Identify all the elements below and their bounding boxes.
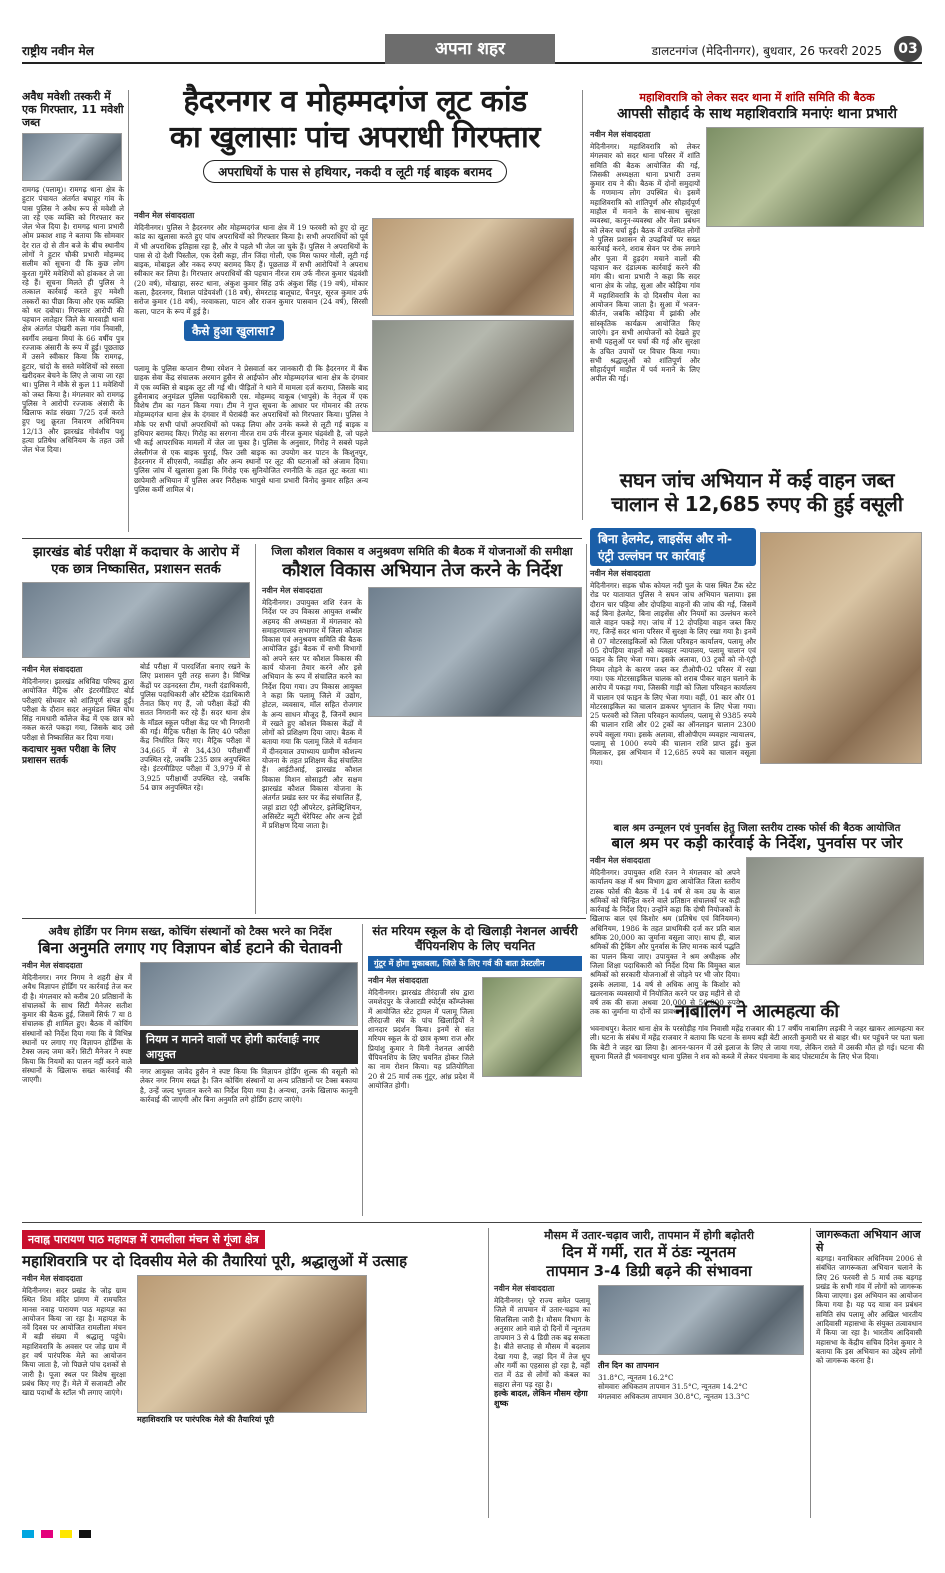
temp-reading-1: 31.8°C, न्यूनतम 16.2°C: [598, 1373, 674, 1382]
swatch-cyan: [22, 1530, 34, 1538]
story-awareness: [816, 1228, 922, 1518]
story-kicker: बाल श्रम उन्मूलन एवं पुनर्वास हेतु जिला स्तरीय टास्क फोर्स की बैठक आयोजित: [613, 823, 901, 834]
temp-reading-2: सोमवारः अधिकतम तापमान 31.5°C, न्यूनतम 14.2°C: [598, 1382, 748, 1392]
story-weather: [494, 1228, 804, 1518]
story-body: मेदिनीनगर। पुलिस ने हैदरनगर और मोहम्मदगंज थाना क्षेत्र में 19 फरवरी को हुए दो लूट कांड का खुलासा करते हुए पांच अपराधियों को गिरफ्तार किया है। सभी अपराधियों को पूर्व में भी अपराधिक इतिहास रहा है, और वे पहले भी जेल जा चुके हैं। पुलिस ने अपराधियों के पास से दो देशी पिस्तौल, एक देसी कट्टा, तीन जिंदा गोली, एक मिस फायर गोली, लूटी गई बाइक, मोबाइल और नकद रुपए बरामद किए हैं। पूछताछ में सभी आरोपियों ने अपराध स्वीकार कर लिया है। गिरफ्तार अपराधियों की पहचान नीरज राम उर्फ नीरज कुमार चंद्रवंशी (20 वर्ष), मोखाहा, सरुट थाना, अंकुश कुमार सिंह उर्फ अंकुश सिंह (19 वर्ष), मोकार कला, हैदरनगर, विशाल पांडेयवंशी (18 वर्ष), सेमरटाड़ बालूघाट, चैनपुर, सूरज कुमार उर्फ सरोज कुमार (18 वर्ष), नरवाकला, पाटन और राजन कुमार पासवान (24 वर्ष), सिरसी कला, पाटन के रूप में हुई है।: [134, 223, 368, 316]
story-robbery-body: [134, 208, 368, 358]
byline: नवीन मेल संवाददाता: [22, 1274, 83, 1283]
story-vehicle-head: [590, 468, 924, 524]
weather-sub-1: हल्के बादल, लेकिन मौसम रहेगा शुष्क: [494, 1388, 588, 1408]
story-body: मेदिनीनगर। उपायुक्त शशि रंजन के निर्देश पर उप विकास आयुक्त शब्बीर अहमद की अध्यक्षता में मंगलवार को समाहरणालय सभागार में जिला कौशल विकास एवं अनुश्रवण समिति की बैठक आयोजित हुई। बैठक में सभी विभागों को अपने स्तर पर कौशल विकास की कार्य योजना तैयार करने और इसे अभियान के रूप में संचालित करने का निर्देश दिया गया। उप विकास आयुक्त ने कहा कि पलामू जिले में उद्योग, होटल, व्यवसाय, मॉल सहित रोजगार के अन्य साधन मौजूद हैं, जिनमें स्थान में रखते हुए कौशल विकास केंद्रों में लोगों को प्रशिक्षण दिया जाए। बैठक में बताया गया कि पलामू जिले में वर्तमान में दीनदयाल उपाध्याय ग्रामीण कौशल्य योजना के तहत प्रशिक्षण केंद्र संचालित हैं। आईटीआई, झारखंड कौशल विकास मिशन सोसाइटी और सक्षम झारखंड कौशल विकास योजना के अंतर्गत प्रखंड स्तर पर केंद्र संचालित हैं, जहां डाटा एंट्री ऑपरेटर, इलेक्ट्रिशियन, असिस्टेंट ब्यूटी थेरेपिस्ट और अन्य ट्रेडों में प्रशिक्षण दिया जाता है।: [262, 598, 362, 831]
story-headline: नाबालिग ने आत्महत्या की: [675, 1001, 839, 1022]
tag-line-1: बिना हेलमेट, लाइसेंस और नो-: [598, 532, 733, 546]
story-tagline: गुंटूर में होगा मुकाबला, जिले के लिए गर्व की बातः प्रेस्टलीन: [368, 956, 582, 971]
fair-preparation-photo: [137, 1275, 367, 1413]
story-mahashivratri-peace: [590, 90, 924, 450]
paper-name: राष्ट्रीय नवीन मेल: [22, 44, 94, 58]
story-headline: जागरूकता अभियान आज से: [816, 1228, 921, 1254]
story-body: मेदिनीनगर। सड़क चौक कोयल नदी पुल के पास स्थित टैंक स्टेट रोड पर यातायात पुलिस ने सघन जांच अभियान चलाया। इस दौरान चार पहिया और दोपहिया वाहनों की जांच की गई, जिसमें कई बिना हेलमेट, बिना लाइसेंस और नियमों का उल्लंघन करने वाले वाहन पकड़े गए। जांच में 12 दोपहिया वाहन जब्त किए गए, जिन्हें सदर थाना परिसर में सुरक्षा के लिए रखा गया है। इनमें से 07 मोटरसाइकिलों को जिला परिवहन कार्यालय, पलामू और 05 दोपहिया वाहनों को व्यवहार न्यायालय, पलामू चालान एवं फाइन के लिए भेजा गया। इसके अलावा, 03 ट्रकों को नो-एंट्री नियम तोड़ने के कारण जब्त कर टीओपी-02 परिसर में रखा गया। एक मोटरसाइकिल चालक को शराब पीकर वाहन चलाने के आरोप में पकड़ा गया, जिसकी गाड़ी को जिला परिवहन कार्यालय में चालान एवं फाइन के लिए भेजा गया। वहीं, 01 कार और 01 मोटरसाइकिल का चालान डाकघर भुगतान के लिए भेजा गया। 25 फरवरी को जिला परिवहन कार्यालय, पलामू से 9385 रुपये की चालान राशि और 02 ट्रकों का ऑनलाइन चालान 2300 रुपये वसूला गया। इसके अलावा, सीओपीएम व्यवहार न्यायालय, पलामू से 1000 रुपये की चालान राशि प्राप्त हुई। कुल मिलाकर, इस अभियान में 12,685 रुपये का चालान वसूला गया।: [590, 581, 756, 767]
story-hoarding: [22, 924, 358, 1214]
story-cattle: [22, 90, 124, 530]
story-headline: संत मरियम स्कूल के दो खिलाड़ी नेशनल आर्चरी चैंपियनशिप के लिए चयनित: [372, 924, 578, 953]
story-kicker: नवाह्न पारायण पाठ महायज्ञ में रामलीला मंचन से गूंजा क्षेत्र: [22, 1230, 265, 1249]
byline: नवीन मेल संवाददाता: [134, 211, 195, 220]
story-headline: आपसी सौहार्द के साथ महाशिवरात्रि मनाएंः थाना प्रभारी: [617, 106, 897, 122]
box-title: कदाचार मुक्त परीक्षा के लिए प्रशासन सतर्क: [22, 745, 116, 767]
story-kicker: जिला कौशल विकास व अनुश्रवण समिति की बैठक में योजनाओं की समीक्षा: [271, 545, 573, 558]
story-vehicle-body: [590, 528, 756, 814]
story-suicide: [590, 1000, 924, 1104]
dateline: डालटनगंज (मेदिनीनगर), बुधवार, 26 फरवरी 2025: [651, 44, 882, 58]
byline: नवीन मेल संवाददाता: [262, 586, 323, 595]
story-body: भवनाथपुर। केतार थाना क्षेत्र के परसोड़ीह गांव निवासी महेंद्र राजवार की 17 वर्षीय नाबालिग लड़की ने जहर खाकर आत्महत्या कर ली। घटना के संबंध में महेंद्र राजवार ने बताया कि घटना के समय बड़ी बेटी आरती कुमारी घर से बाहर थी। घर पहुंचने पर पता चला कि बेटी ने जहर खा लिया है। आनन-फानन में उसे इलाज के लिए ले जाया गया, लेकिन रास्ते में उसकी मौत हो गई। घटना की सूचना मिलते ही भवनाथपुर थाना पुलिस ने शव को कब्जे में लेकर पंचनामा के बाद पोस्टमार्टम के लिए भेज दिया।: [590, 1024, 924, 1061]
page-number: 03: [894, 36, 922, 62]
story-body: मेदिनीनगर। नगर निगम ने शहरी क्षेत्र में अवैध विज्ञापन होर्डिंग पर कार्रवाई तेज कर दी है। मंगलवार को करीब 20 प्रतिष्ठानों के संचालकों के साथ सिटी मैनेजर सतीश कुमार की बैठक हुई, जिसमें सिर्फ 7 या 8 संचालक ही शामिल हुए। बैठक में कोचिंग संस्थानों को निर्देश दिया गया कि वे विभिन्न स्थानों पर लगाए गए विज्ञापन होर्डिंग्स के टैक्स जल्द जमा करें। सिटी मैनेजर ने स्पष्ट किया कि नियमों का पालन नहीं करने वाले संस्थानों के खिलाफ सख्त कार्रवाई की जाएगी।: [22, 973, 132, 1085]
story-kicker: महाशिवरात्रि को लेकर सदर थाना में शांति समिति की बैठक: [639, 91, 875, 104]
lead-headline-line2: का खुलासाः पांच अपराधी गिरफ्तार: [169, 120, 541, 155]
byline: नवीन मेल संवाददाता: [590, 856, 651, 865]
exam-centre-photo: [22, 582, 250, 658]
weather-photo: [598, 1285, 804, 1355]
story-fair: [22, 1228, 482, 1518]
story-headline-line2: तापमान 3-4 डिग्री बढ़ने की संभावना: [546, 1262, 752, 1280]
cattle-photo: [22, 133, 122, 181]
story-headline: झारखंड बोर्ड परीक्षा में कदाचार के आरोप में एक छात्र निष्कासित, प्रशासन सतर्क: [32, 545, 240, 577]
story-kicker: अवैध होर्डिंग पर निगम सख्त, कोचिंग संस्थानों को टैक्स भरने का निर्देश: [48, 925, 332, 938]
story-robbery-head: [134, 84, 576, 204]
archery-players-photo: [482, 977, 582, 1077]
seized-items-photo: [372, 320, 574, 432]
byline: नवीन मेल संवाददाता: [494, 1284, 555, 1293]
story-skill: [262, 544, 582, 914]
story-body: रामगढ़ (पलामू)। रामगढ़ थाना क्षेत्र के हुटार पंचायत अंतर्गत बघाहूर गांव के पास पुलिस ने अवैध रूप से मवेशी ले जा रहे एक व्यक्ति को गिरफ्तार कर जेल भेज दिया है। रामगढ़ थाना प्रभारी ओम प्रकाश शाह ने बताया कि सोमवार देर रात दो से तीन बजे के बीच स्थानीय लोगों ने हुटार चौकी प्रभारी मोहम्मद सलीम को सूचना दी कि कुछ लोग कुरता गुमेरे मवेशियों को हांककर ले जा रहे हैं। सूचना मिलते ही पुलिस ने तत्काल कार्रवाई करते हुए मवेशी तस्करों का पीछा किया और एक व्यक्ति को धर दबोचा। गिरफ्तार आरोपी की पहचान लातेहार जिले के मारवाड़ी थाना क्षेत्र अंतर्गत पोखरी कला गांव निवासी, स्वर्गीय लखना मियां के 66 वर्षीय पुत्र रज्जाक अंसारी के रूप में हुई। पूछताछ में उसने स्वीकार किया कि रामगढ़, हुटार, चांदो के सस्ते मवेशियों को सस्ता खरीदकर बेचने के लिए ले जाया जा रहा था। पुलिस ने मौके से कुल 11 मवेशियों को जब्त किया है। मंगलवार को रामगढ़ पुलिस ने आरोपी रज्जाक अंसारी के खिलाफ कांड संख्या 7/25 दर्ज करते हुए पशु क्रूरता निवारण अधिनियम 12/13 और झारखंड गोवंशीय पशु हत्या प्रतिषेध अधिनियम के तहत उसे जेल भेज दिया।: [22, 185, 124, 455]
story-robbery-body2: [134, 364, 368, 532]
story-body-2: बोर्ड परीक्षा में पारदर्शिता बनाए रखने के लिए प्रशासन पूरी तरह सजग है। विभिन्न केंद्रों पर उड़नदस्ता टीम, गश्ती दंडाधिकारी, पुलिस पदाधिकारी और स्टैटिक दंडाधिकारी तैनात किए गए हैं, जो परीक्षा केंद्रों की सतत निगरानी कर रहे हैं। सदर थाना क्षेत्र के मॉडल स्कूल परीक्षा केंद्र पर भी निगरानी की गई। मैट्रिक परीक्षा के लिए 40 परीक्षा केंद्र निर्धारित किए गए। मैट्रिक परीक्षा में 34,665 में से 34,430 परीक्षार्थी उपस्थित रहे, जबकि 235 छात्र अनुपस्थित रहे। इंटरमीडिएट परीक्षा में 3,979 में से 3,925 परीक्षार्थी उपस्थित रहे, जबकि 54 छात्र अनुपस्थित रहे।: [140, 662, 250, 792]
swatch-black: [79, 1530, 91, 1538]
story-body: मेदिनीनगर। झारखंड अधिविद्य परिषद द्वारा आयोजित मैट्रिक और इंटरमीडिएट बोर्ड परीक्षाएं सोमवार को शांतिपूर्ण संपन्न हुईं। परीक्षा के दौरान सदर अनुमंडल स्थित योध सिंह नामधारी कॉलेज केंद्र में एक छात्र को नकल करते पकड़ा गया, जिसके बाद उसे परीक्षा से निष्कासित कर दिया गया।: [22, 677, 134, 742]
story-headline: बिना अनुमति लगाए गए विज्ञापन बोर्ड हटाने की चेतावनी: [38, 939, 342, 957]
box-title: नियम न मानने वालों पर होगी कार्रवाईः नगर आयुक्त: [140, 1030, 358, 1064]
story-body: मेदिनीनगर। उपायुक्त शशि रंजन ने मंगलवार को अपने कार्यालय कक्ष में श्रम विभाग द्वारा आयोजित जिला स्तरीय टास्क फोर्स की बैठक में 14 वर्ष से कम उम्र के बाल श्रमिकों को चिन्हित करने वाले प्रतिष्ठान संचालकों पर कड़ी कार्रवाई के निर्देश दिए। उन्होंने कहा कि दोषी नियोजकों के खिलाफ बाल एवं किशोर श्रम (प्रतिषेध एवं विनियमन) अधिनियम, 1986 के तहत प्राथमिकी दर्ज कर प्रति बाल श्रमिक 20,000 का जुर्माना वसूला जाए। साथ ही, बाल श्रमिकों की ट्रैकिंग और पुनर्वास के लिए मानक कार्य पद्धति का पालन किया जाए। उपायुक्त ने श्रम अधीक्षक और जिला शिक्षा पदाधिकारी को निर्देश दिया कि विमुक्त बाल श्रमिकों को सरकारी योजनाओं से जोड़ने पर भी जोर दिया। इसके अलावा, 14 वर्ष से अधिक आयु के किशोर को खतरनाक व्यवसायों में नियोजित करने पर छह महीने से दो वर्ष तक की सजा अथवा 20,000 से 50,000 रुपये तक का जुर्माना या दोनों का प्रावधान है।: [590, 868, 740, 1017]
story-headline-line1: दिन में गर्मी, रात में ठंडः न्यूनतम: [562, 1243, 736, 1261]
photo-caption: महाशिवरात्रि पर पारंपरिक मेले की तैयारियां पूरी: [137, 1415, 274, 1424]
story-kicker: मौसम में उतार-चढ़ाव जारी, तापमान में होगी बढ़ोतरी: [544, 1229, 754, 1242]
byline: नवीन मेल संवाददाता: [590, 569, 651, 578]
weather-sub-2: तीन दिन का तापमान: [598, 1361, 659, 1370]
swatch-yellow: [60, 1530, 72, 1538]
skill-meeting-photo: [368, 587, 582, 717]
story-body: मेदिनीनगर। महाशिवरात्रि को लेकर मंगलवार को सदर थाना परिसर में शांति समिति की बैठक आयोजित की गई, जिसकी अध्यक्षता थाना प्रभारी उत्तम कुमार राय ने की। बैठक में दोनों समुदायों के गणमान्य लोग उपस्थित थे। इसमें महाशिवरात्रि को शांतिपूर्ण और सौहार्दपूर्ण माहौल में मनाने के साथ-साथ सुरक्षा व्यवस्था, कानून-व्यवस्था और मेला प्रबंधन को लेकर चर्चा हुई। बैठक में उपस्थित लोगों ने पुलिस प्रशासन से उपद्रवियों पर सख्त कार्रवाई करने, शराब सेवन पर रोक लगाने और पूजा में हुड़दंग मचाने वालों की पहचान कर दंडात्मक कार्रवाई करने की मांग की। थाना प्रभारी ने कहा कि सदर थाना क्षेत्र के जोड़, सुआ और कौड़िया गांव में महाशिवरात्रि के दो दिवसीय मेला का आयोजन किया जाता है। सुआ में भजन-कीर्तन, जबकि कौड़िया में झांकी और सांस्कृतिक कार्यक्रम आयोजित किए जाएंगे। इन सभी आयोजनों को देखते हुए सभी पहलुओं पर चर्चा की गई और सुरक्षा के उचित उपायों पर विचार किया गया। सभी श्रद्धालुओं को शांतिपूर्ण और सौहार्दपूर्ण माहौल में पर्व मनाने के लिए अपील की गई।: [590, 142, 700, 384]
section-title: अपना शहर: [385, 34, 555, 64]
lead-subhead: अपराधियों के पास से हथियार, नकदी व लूटी गई बाइक बरामद: [203, 160, 507, 183]
story-headline-line1: सघन जांच अभियान में कई वाहन जब्त: [619, 468, 895, 492]
robbery-arrest-photo: [372, 218, 574, 316]
story-exam: [22, 544, 250, 914]
byline: नवीन मेल संवाददाता: [590, 130, 651, 139]
temp-reading-3: मंगलवारः अधिकतम तापमान 30.8°C, न्यूनतम 13.3°C: [598, 1391, 750, 1401]
byline: नवीन मेल संवाददाता: [368, 976, 429, 985]
swatch-magenta: [41, 1530, 53, 1538]
tag-line-2: एंट्री उल्लंघन पर कार्रवाई: [598, 549, 705, 563]
story-headline: अवैध मवेशी तस्करी में एक गिरफ्तार, 11 मवेशी जब्त: [22, 90, 124, 129]
lead-subhead-2: कैसे हुआ खुलासा?: [184, 320, 284, 341]
story-headline: कौशल विकास अभियान तेज करने के निर्देश: [282, 560, 562, 581]
child-labour-meeting-photo: [746, 857, 924, 965]
story-body: मेदिनीनगर। सदर प्रखंड के जोड़ ग्राम स्थित शिव मंदिर प्रांगण में रामचरित मानस नवाह पारायण पाठ महायज्ञ का आयोजन किया जा रहा है। महायज्ञ के नवें दिवस पर आयोजित रामलीला मंचन में बड़ी संख्या में श्रद्धालु पहुंचे। महाशिवरात्रि के अवसर पर जोड़ ग्राम में हर वर्ष पारंपरिक मेले का आयोजन किया जाता है, जो पिछले पांच दशकों से जारी है। पूजा स्थल पर विशेष सुरक्षा प्रबंध किए गए हैं। मेले में सजावटी और खाद्य पदार्थों के स्टॉल भी लगाए जाएंगे।: [22, 1286, 126, 1398]
byline: नवीन मेल संवाददाता: [22, 961, 83, 970]
story-headline-line2: चालान से 12,685 रुपए की हुई वसूली: [611, 492, 903, 516]
story-body-2: पलामू के पुलिस कप्तान रीष्मा रमेशन ने प्रेसवार्ता कर जानकारी दी कि हैदरनगर में बैंक ग्राहक सेवा केंद्र संचालक अरमान हुसैन से आईफोन और मोहम्मदगंज थाना क्षेत्र के दंगवार में एक व्यक्ति से बाइक लूट ली गई थी। पीड़ितों ने थाने में मामला दर्ज कराया, जिसके बाद हुसैनाबाद अनुमंडल पुलिस पदाधिकारी एस. मोहम्मद याकूब (भापुसे) के नेतृत्व में एक विशेष टीम का गठन किया गया। टीम ने गुप्त सूचना के आधार पर गोमनार की तरफ मोहम्मदगंज थाना क्षेत्र के दंगवार में घेराबंदी कर अपराधियों को गिरफ्तार किया। पुलिस ने मौके पर सभी पांचों अपराधियों को पकड़ लिया और उनके कब्जे से लूटी गई बाइक व हथियार बरामद किए। गिरोह का सरगना नीरज राम उर्फ नीरज कुमार चंद्रवंशी है, जो पहले भी कई आपराधिक मामलों में जेल जा चुका है। पुलिस के अनुसार, गिरोह ने सबसे पहले लेस्लीगंज से एक बाइक चुराई, फिर उसी बाइक का उपयोग कर पाटन के किशुनपुर, हैदरनगर में सीएसपी, नवडीहा और अन्य स्थानों पर लूट की घटनाओं को अंजाम दिया। पुलिस जांच में खुलासा हुआ कि गिरोह एक सुनियोजित रणनीति के तहत लूट करता था। छापेमारी अभियान में पुलिस अवर निरीक्षक भापुसे थाना प्रभारी विनोद कुमार सहित अन्य पुलिस कर्मी शामिल थे।: [134, 364, 368, 494]
story-archery: [368, 924, 582, 1214]
print-registration-bar: [22, 1523, 922, 1535]
page-header: [22, 34, 922, 64]
lead-headline-line1: हैदरनगर व मोहम्मदगंज लूट कांड: [183, 84, 527, 119]
story-body: बड़गड़। वनाधिकार अधिनियम 2006 से संबंधित जागरूकता अभियान चलाने के लिए 26 फरवरी से 5 मार्च तक बड़गड़ प्रखंड के सभी गांव में लोगों को जागरूक किया जाएगा। इस अभियान का आयोजन किया गया है। यह पद यात्रा वन प्रबंधन समिति संघ पलामू और अखिल भारतीय आदिवासी महासभा के संयुक्त तत्वावधान में किया जा रहा है। भारतीय आदिवासी महासभा के केंद्रीय सचिव दिनेश कुमार ने बताया कि इस अभियान का उद्देश्य लोगों को जागरूक करना है।: [816, 1254, 922, 1366]
story-body: मेदिनीनगर। पूरे राज्य समेत पलामू जिले में तापमान में उतार-चढ़ाव का सिलसिला जारी है। मौसम विभाग के अनुसार आने वाले दो दिनों में न्यूनतम तापमान 3 से 4 डिग्री तक बढ़ सकता है। बीते सप्ताह से मौसम में बदलाव देखा गया है, जहां दिन में तेज धूप और गर्मी का एहसास हो रहा है, वहीं रात में ठंड से लोगों को कंबल का सहारा लेना पड़ रहा है।: [494, 1296, 590, 1389]
story-headline: महाशिवरात्रि पर दो दिवसीय मेले की तैयारियां पूरी, श्रद्धालुओं में उत्साह: [22, 1252, 408, 1270]
hoarding-meeting-photo: [140, 962, 358, 1026]
story-body: मेदिनीनगर। झारखंड तीरंदाजी संघ द्वारा जमशेदपुर के जेआरडी स्पोर्ट्स कॉम्प्लेक्स में आयोजित स्टेट ट्रायल में पलामू जिला तीरंदाजी संघ के पांच खिलाड़ियों ने शानदार प्रदर्शन किया। इनमें से संत मरियम स्कूल के दो छात्र कृष्णा राज और प्रियांशु कुमार ने मिनी नेशनल आर्चरी चैंपियनशिप के लिए चयनित होकर जिले का नाम रोशन किया। यह प्रतियोगिता 20 से 25 मार्च तक गुंटूर, आंध्र प्रदेश में आयोजित होगी।: [368, 988, 474, 1090]
story-body-2: नगर आयुक्त जावेद हुसैन ने स्पष्ट किया कि विज्ञापन होर्डिंग शुल्क की वसूली को लेकर नगर निगम सख्त है। जिन कोचिंग संस्थानों या अन्य प्रतिष्ठानों पर टैक्स बकाया है, उन्हें जल्द भुगतान करने का निर्देश दिया गया है। अन्यथा, उनके खिलाफ कानूनी कार्रवाई की जाएगी और बिना अनुमति लगे होर्डिंग हटाए जाएंगे।: [140, 1067, 358, 1104]
traffic-police-photo: [760, 532, 922, 764]
byline: नवीन मेल संवाददाता: [22, 665, 83, 674]
story-headline: बाल श्रम पर कड़ी कार्रवाई के निर्देश, पुनर्वास पर जोर: [611, 834, 903, 852]
story-tag: [590, 528, 756, 566]
peace-meeting-photo: [706, 127, 924, 227]
